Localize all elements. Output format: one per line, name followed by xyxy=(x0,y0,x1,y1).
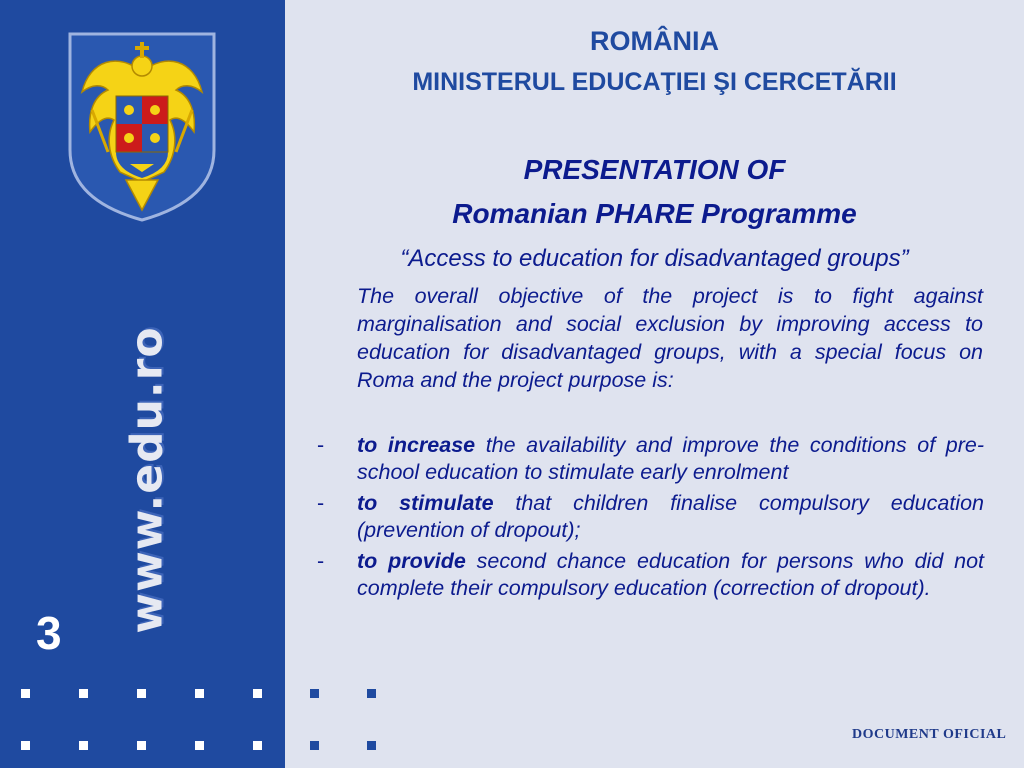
dot xyxy=(253,689,262,698)
website-url: www.edu.ro xyxy=(121,326,173,634)
dot xyxy=(137,689,146,698)
programme-title: Romanian PHARE Programme xyxy=(452,198,857,229)
dot xyxy=(367,689,376,698)
header-country: ROMÂNIA xyxy=(590,26,719,56)
bullet-dash: - xyxy=(317,549,325,573)
intro-paragraph: The overall objective of the project is to fight against marginalisation and social exclusion by improving access to education for disadvantaged groups, with a special focus on Roma and the project purpose is: xyxy=(357,284,983,392)
dot xyxy=(79,689,88,698)
bullet-dash: - xyxy=(317,433,325,457)
coat-of-arms-icon xyxy=(68,32,216,222)
list-item xyxy=(312,548,984,601)
document-oficial-label: DOCUMENT OFICIAL xyxy=(852,727,1007,742)
dot xyxy=(253,741,262,750)
dot xyxy=(21,689,30,698)
presentation-title: PRESENTATION OF xyxy=(523,154,786,185)
dot xyxy=(195,741,204,750)
dot xyxy=(79,741,88,750)
bullet-text: that children finalise compulsory education (prevention of dropout); xyxy=(357,491,984,542)
bullet-text: the availability and improve the conditions of pre-school education to stimulate early enrolment xyxy=(357,433,984,484)
dot xyxy=(367,741,376,750)
dot xyxy=(21,741,30,750)
bullet-keyword: to increase xyxy=(357,433,476,457)
objectives-list xyxy=(312,432,984,606)
decorative-dots-row xyxy=(21,689,381,699)
dot xyxy=(195,689,204,698)
bullet-keyword: to stimulate xyxy=(357,491,494,515)
bullet-keyword: to provide xyxy=(357,549,466,573)
dot xyxy=(310,741,319,750)
decorative-dots-row xyxy=(21,741,381,751)
slide-number: 3 xyxy=(36,607,62,659)
list-item xyxy=(312,432,984,485)
dot xyxy=(137,741,146,750)
bullet-text: second chance education for persons who did not complete their compulsory education (correction of dropout). xyxy=(357,549,985,600)
bullet-dash: - xyxy=(317,491,325,515)
programme-subtitle: “Access to education for disadvantaged groups” xyxy=(400,245,909,272)
dot xyxy=(310,689,319,698)
sidebar xyxy=(0,0,285,768)
list-item xyxy=(312,490,984,543)
header-ministry: MINISTERUL EDUCAŢIEI ŞI CERCETĂRII xyxy=(412,68,897,96)
